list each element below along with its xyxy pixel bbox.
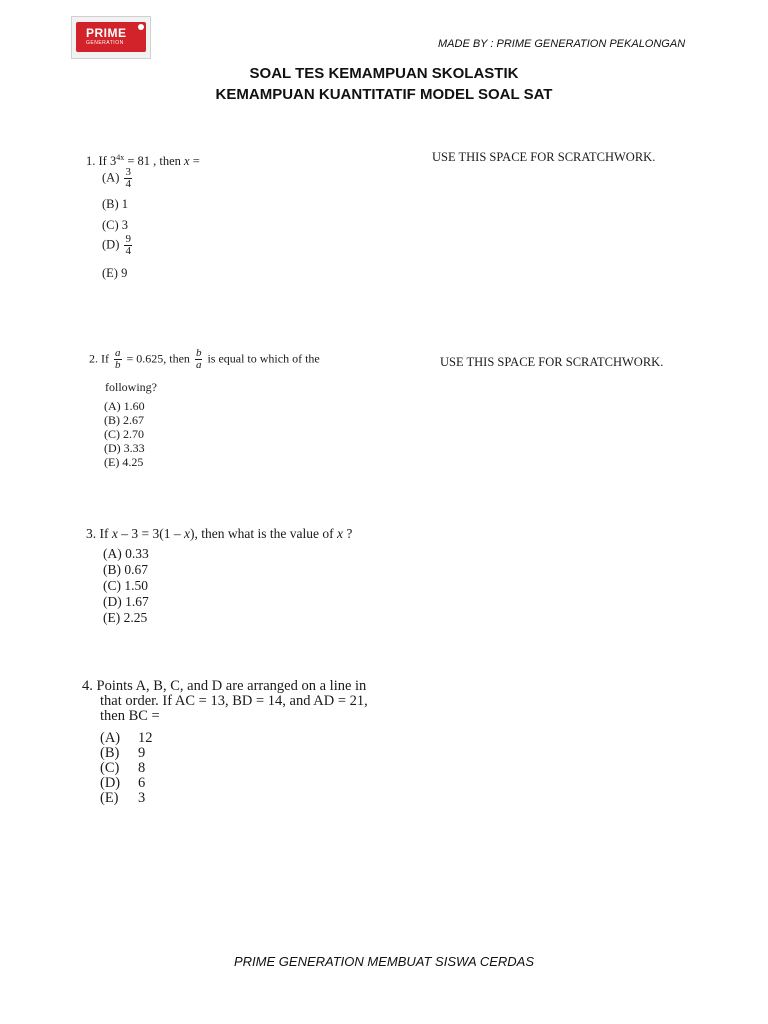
q1-a-fraction	[124, 167, 132, 190]
q1-d-num: 9	[125, 233, 131, 245]
logo-dot-icon	[138, 24, 144, 30]
q1-eq: =	[189, 154, 200, 169]
q2-fraction-ba	[195, 348, 203, 371]
q3-x2: x	[183, 526, 190, 541]
q1-a-num: 3	[125, 166, 131, 178]
q3-x3: x	[336, 526, 343, 541]
q1-number: 1.	[86, 154, 96, 169]
q4-d-value: 6	[138, 775, 146, 791]
q4-a-value: 12	[138, 730, 153, 746]
logo-badge	[76, 22, 146, 52]
q4-b-value: 9	[138, 745, 146, 761]
q4-option-e	[100, 790, 146, 807]
q3-option-e: (E) 2.25	[103, 610, 148, 625]
q1-d-label: (D)	[102, 237, 120, 252]
q1-option-d	[102, 234, 134, 257]
q3-option-c: (C) 1.50	[103, 578, 148, 593]
question-4	[82, 679, 368, 724]
q1-d-fraction	[124, 234, 132, 257]
q1-text: = 81 , then	[124, 154, 185, 169]
prime-logo	[71, 16, 151, 59]
q2-line2: following?	[105, 380, 157, 394]
q3-option-d: (D) 1.67	[103, 594, 149, 609]
q1-a-den: 4	[125, 178, 131, 190]
made-by-text: MADE BY : PRIME GENERATION PEKALONGAN	[438, 38, 686, 50]
q4-c-value: 8	[138, 760, 146, 776]
q1-b-label: (B)	[102, 197, 119, 211]
q4-c-label: (C)	[100, 760, 120, 776]
q3-text-b: – 3 = 3(1 –	[117, 526, 184, 541]
q1-option-e	[102, 266, 127, 281]
q1-option-c	[102, 218, 128, 233]
scratch-label-1: USE THIS SPACE FOR SCRATCHWORK.	[432, 150, 656, 164]
q1-e-value: 9	[121, 266, 128, 280]
q2-tail-text: is equal to which of the	[207, 351, 320, 366]
q4-e-label: (E)	[100, 790, 119, 806]
q3-x1: x	[111, 526, 118, 541]
q4-b-label: (B)	[100, 745, 120, 761]
q1-option-b	[102, 197, 128, 212]
q2-mid-text: = 0.625, then	[126, 351, 190, 366]
q2-number: 2.	[89, 351, 98, 366]
q2-option-e: (E) 4.25	[104, 455, 144, 469]
question-2	[89, 348, 320, 371]
q1-c-value: 3	[121, 218, 129, 232]
q4-a-label: (A)	[100, 730, 121, 746]
scratch-label-2: USE THIS SPACE FOR SCRATCHWORK.	[440, 355, 664, 369]
q1-c-label: (C)	[102, 218, 119, 232]
logo-text: PRIME	[86, 26, 127, 40]
q1-e-label: (E)	[102, 266, 118, 280]
q3-option-a: (A) 0.33	[103, 546, 149, 561]
q2-f1-num: a	[115, 347, 121, 359]
q1-option-a	[102, 167, 134, 190]
q2-option-a: (A) 1.60	[104, 399, 145, 413]
q2-f2-num: b	[195, 347, 202, 359]
q1-base: 3	[109, 154, 117, 169]
q4-line-1: 4. Points A, B, C, and D are arranged on a line in	[82, 678, 367, 694]
q1-b-value: 1	[121, 197, 129, 211]
page-title: SOAL TES KEMAMPUAN SKOLASTIK	[249, 65, 519, 82]
q4-e-value: 3	[138, 790, 146, 806]
q4-d-label: (D)	[100, 775, 121, 791]
q3-option-b: (B) 0.67	[103, 562, 148, 577]
q2-option-b: (B) 2.67	[104, 413, 144, 427]
logo-subtext: GENERATION	[86, 40, 124, 46]
q2-if: If	[101, 351, 109, 366]
page-footer: PRIME GENERATION MEMBUAT SISWA CERDAS	[234, 954, 534, 969]
q1-exponent: 4x	[116, 153, 125, 162]
q4-line-3: then BC =	[100, 708, 160, 724]
q3-text-a: 3. If	[86, 526, 112, 541]
q1-a-label: (A)	[102, 170, 120, 185]
question-3	[86, 526, 352, 541]
q4-line-2: that order. If AC = 13, BD = 14, and AD = 21,	[100, 693, 368, 709]
q1-var: x	[184, 154, 190, 169]
q2-fraction-ab	[114, 348, 122, 371]
q3-text-c: ), then what is the value of	[189, 526, 337, 541]
page-subtitle: KEMAMPUAN KUANTITATIF MODEL SOAL SAT	[215, 86, 553, 103]
q2-f2-den: a	[195, 359, 202, 371]
q1-if: If	[98, 154, 107, 169]
q3-text-d: ?	[342, 526, 353, 541]
q2-f1-den: b	[115, 359, 121, 371]
q2-option-d: (D) 3.33	[104, 441, 145, 455]
q2-option-c: (C) 2.70	[104, 427, 144, 441]
q1-d-den: 4	[125, 245, 131, 257]
